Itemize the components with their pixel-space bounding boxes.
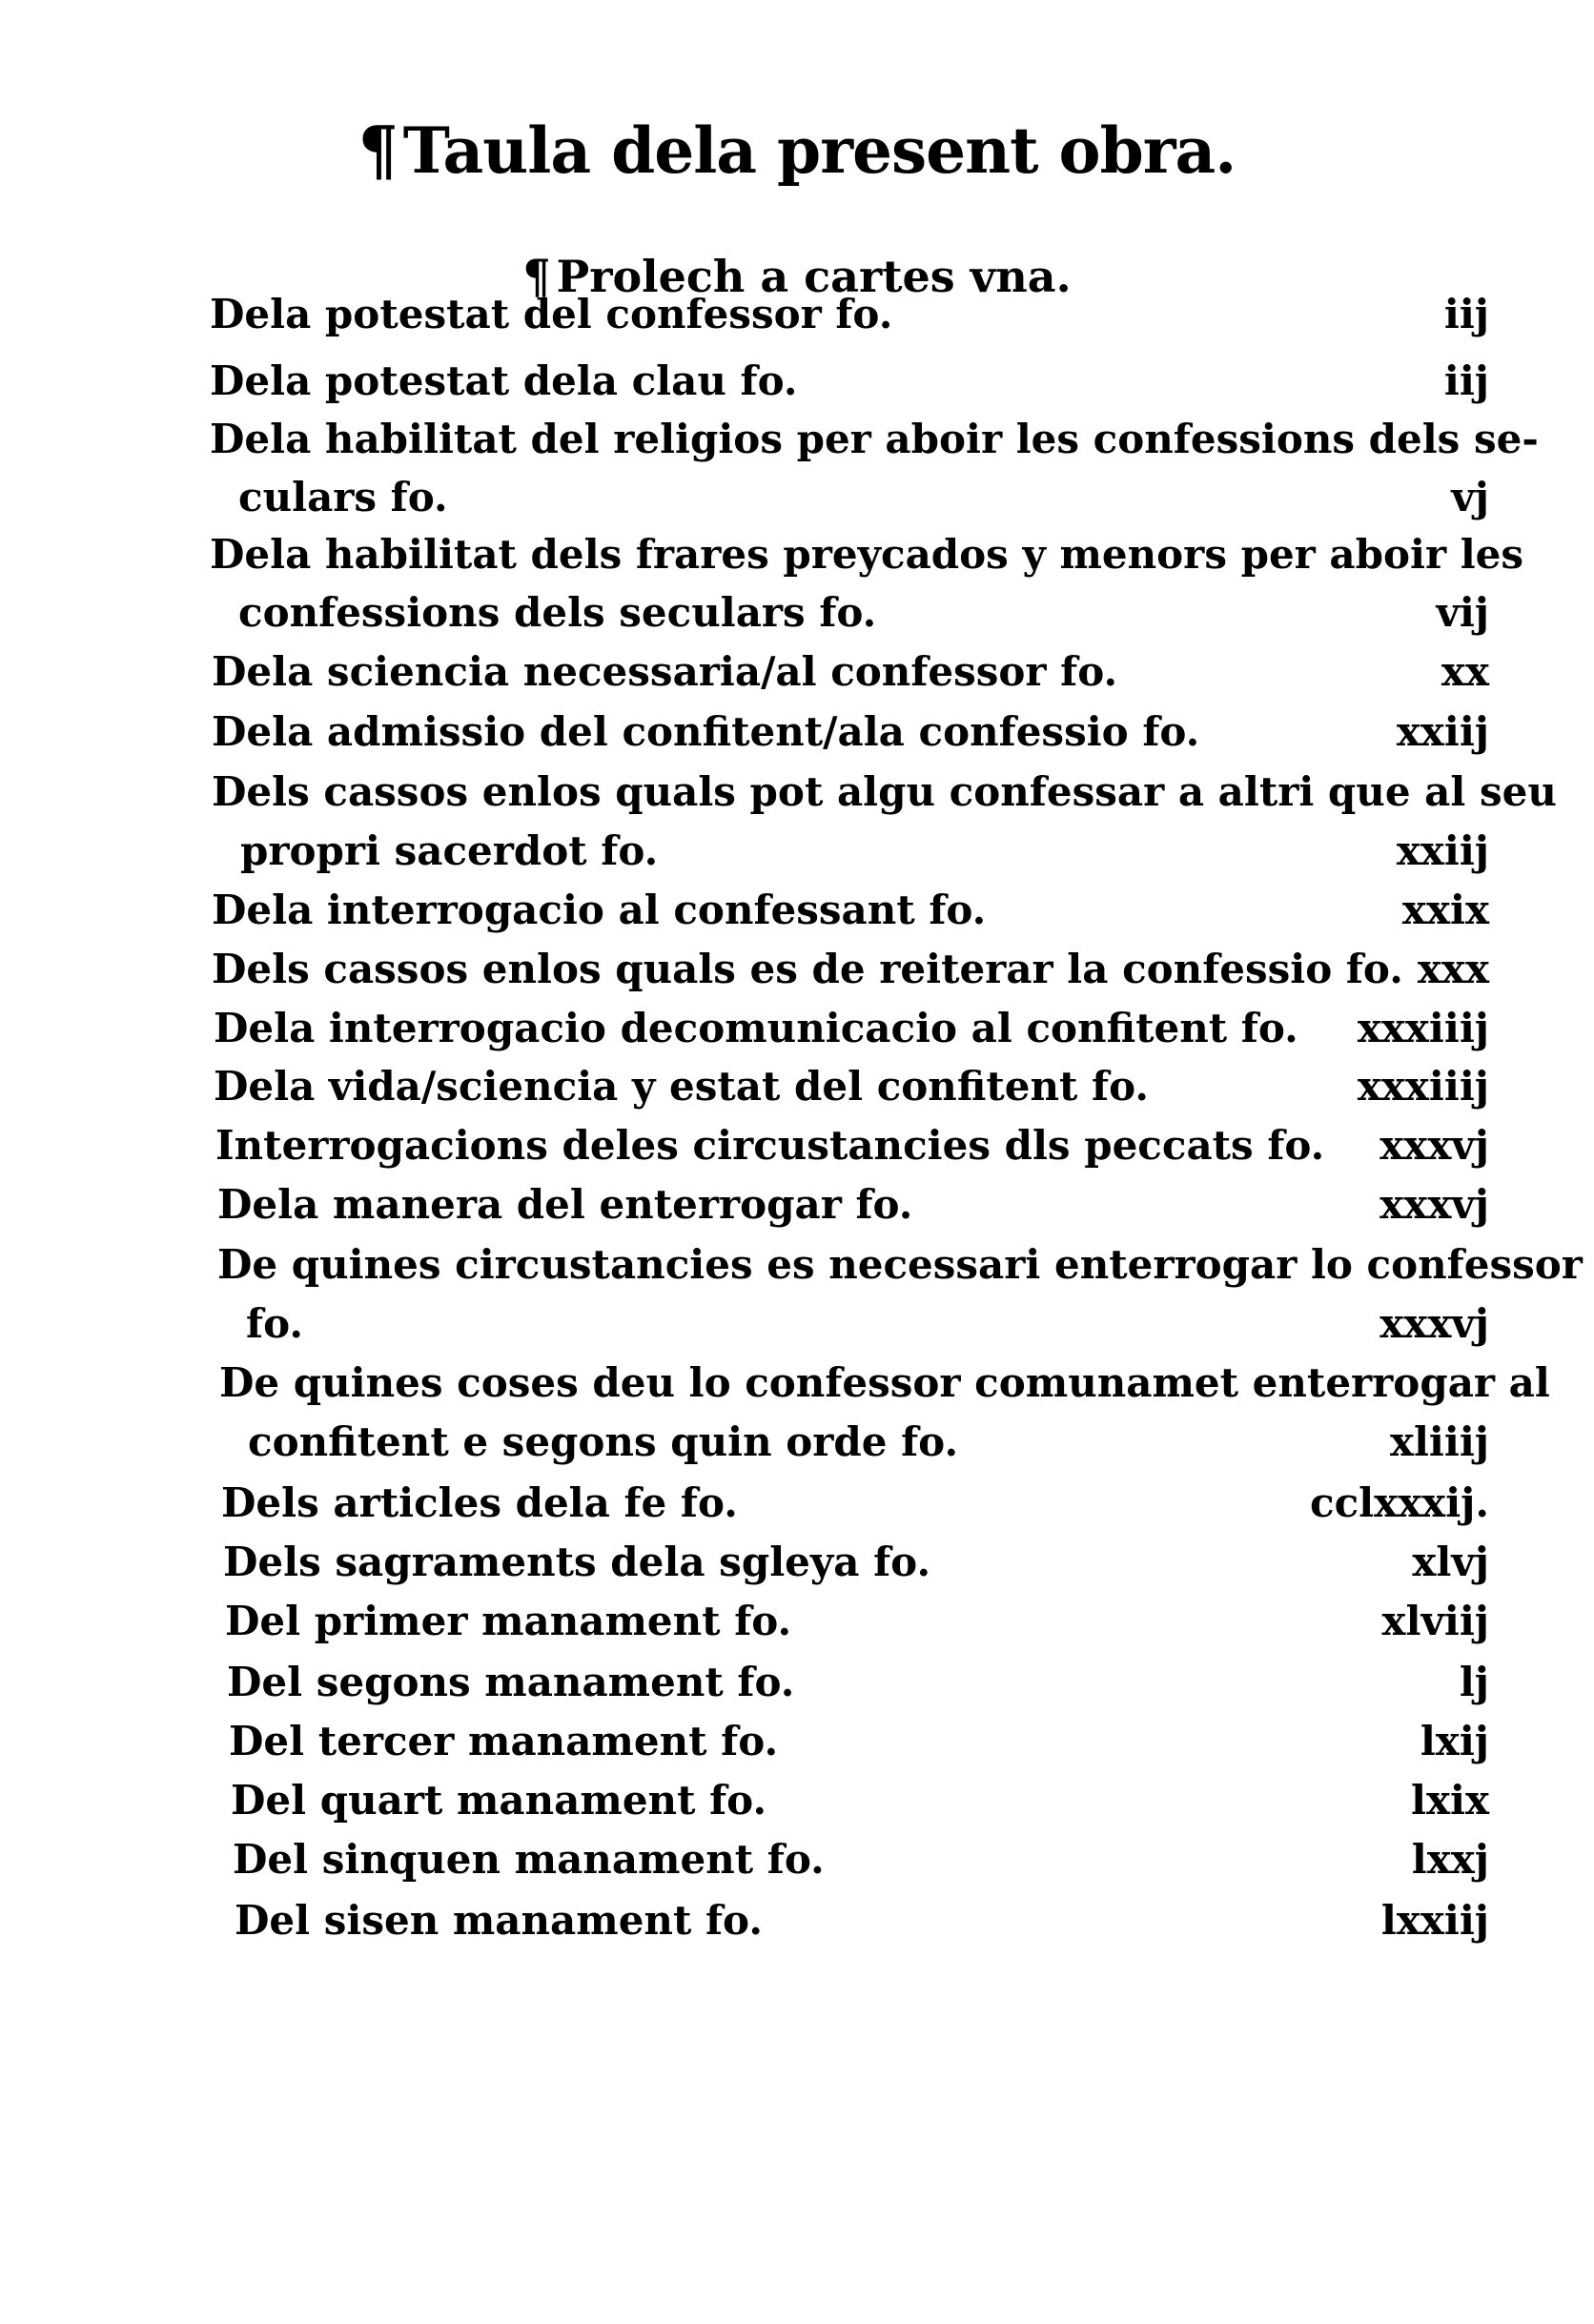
toc-entry-text: Dela habilitat dels frares preycados y menors per aboir les xyxy=(210,531,1524,578)
toc-entry-text: Del sinquen manament fo. xyxy=(233,1836,825,1883)
toc-entry-text: Dela interrogacio al confessant fo. xyxy=(212,887,987,933)
toc-entry-line xyxy=(210,531,1524,579)
toc-entry-line xyxy=(223,1539,1489,1586)
folio-number: cclxxxij. xyxy=(1310,1479,1489,1526)
folio-number: xxiij xyxy=(1396,708,1489,755)
toc-entry-text: Del tercer manament fo. xyxy=(229,1718,779,1764)
folio-number: lxix xyxy=(1411,1777,1489,1824)
toc-entry-line xyxy=(227,1659,1489,1706)
toc-entry-line xyxy=(217,1181,1489,1229)
toc-entry-text: fo. xyxy=(246,1300,303,1347)
toc-entry-line xyxy=(233,1836,1489,1884)
toc-entry-text: Dela sciencia necessaria/al confessor fo. xyxy=(212,648,1118,695)
toc-entry-line xyxy=(214,1005,1489,1052)
folio-number: xxx xyxy=(1417,946,1489,992)
folio-number: lxxiij xyxy=(1380,1897,1489,1944)
toc-entry-text: Del segons manament fo. xyxy=(227,1659,795,1705)
toc-entry-text: Dela vida/sciencia y estat del confitent fo. xyxy=(214,1063,1150,1110)
toc-entry-text: Dela manera del enterrogar fo. xyxy=(217,1181,913,1228)
toc-entry-text: Dels cassos enlos quals es de reiterar la confessio fo. xyxy=(212,946,1403,992)
toc-entry-line xyxy=(212,648,1489,696)
folio-number: iij xyxy=(1443,357,1489,404)
toc-entry-line xyxy=(214,1063,1489,1111)
folio-number: xxxiiij xyxy=(1357,1063,1489,1110)
toc-entry-line xyxy=(229,1718,1489,1765)
folio-number: vj xyxy=(1451,474,1489,520)
toc-entry-line xyxy=(212,946,1489,993)
toc-entry-line xyxy=(231,1777,1489,1825)
toc-entry-text: Dela habilitat del religios per aboir les confessions dels se- xyxy=(210,416,1539,462)
toc-entry-line xyxy=(219,1359,1550,1407)
folio-number: xxxvj xyxy=(1379,1181,1489,1228)
toc-entry-line xyxy=(235,1897,1489,1945)
toc-entry-line xyxy=(212,708,1489,756)
toc-entry-line xyxy=(217,1241,1583,1289)
toc-entry-line xyxy=(212,768,1557,816)
toc-entry-text: confessions dels seculars fo. xyxy=(238,589,877,636)
toc-entry-line xyxy=(225,1598,1489,1645)
toc-entry-text: De quines circustancies es necessari enterrogar lo confessor xyxy=(217,1241,1583,1288)
title-text: Taula dela present obra. xyxy=(402,113,1236,188)
folio-number: xxxvj xyxy=(1379,1300,1489,1347)
folio-number: xxiij xyxy=(1396,827,1489,874)
toc-entry-line xyxy=(210,291,1489,338)
toc-entry-text: Del quart manament fo. xyxy=(231,1777,767,1824)
folio-number: xlvj xyxy=(1412,1539,1489,1585)
toc-entry-line xyxy=(248,1418,1489,1466)
toc-entry-text: Del sisen manament fo. xyxy=(235,1897,763,1944)
folio-number: lxxj xyxy=(1411,1836,1489,1883)
toc-entry-line xyxy=(238,474,1489,521)
folio-number: vij xyxy=(1436,589,1489,636)
toc-entry-text: Dels sagraments dela sgleya fo. xyxy=(223,1539,931,1585)
toc-entry-text: Dels cassos enlos quals pot algu confessar a altri que al seu xyxy=(212,768,1557,815)
toc-entry-line xyxy=(246,1300,1489,1348)
toc-entry-line xyxy=(210,357,1489,405)
toc-entry-text: confitent e segons quin orde fo. xyxy=(248,1418,959,1465)
folio-number: xxix xyxy=(1401,887,1489,933)
toc-entry-line xyxy=(238,589,1489,637)
toc-entry-line xyxy=(240,827,1489,875)
folio-number: xx xyxy=(1441,648,1489,695)
folio-number: xxxvj xyxy=(1379,1122,1489,1169)
prologue-text: Prolech a cartes vna. xyxy=(556,251,1072,302)
toc-entry-text: Interrogacions deles circustancies dls peccats fo. xyxy=(215,1122,1325,1169)
folio-number: lj xyxy=(1459,1659,1489,1705)
folio-number: xxxiiij xyxy=(1357,1005,1489,1051)
toc-entry-text: Dela interrogacio decomunicacio al confitent fo. xyxy=(214,1005,1298,1051)
toc-entry-text: Dela potestat del confessor fo. xyxy=(210,291,893,337)
toc-entry-text: Del primer manament fo. xyxy=(225,1598,792,1644)
toc-entry-text: De quines coses deu lo confessor comunamet enterrogar al xyxy=(219,1359,1550,1406)
folio-number: xlviij xyxy=(1381,1598,1489,1644)
toc-entry-text: Dela admissio del confitent/ala confessio fo. xyxy=(212,708,1200,755)
toc-entry-line xyxy=(221,1479,1489,1527)
pilcrow-icon: ¶ xyxy=(522,249,551,304)
toc-entry-text: propri sacerdot fo. xyxy=(240,827,659,874)
pilcrow-icon: ¶ xyxy=(358,112,398,190)
toc-entry-line xyxy=(210,416,1539,463)
toc-entry-line xyxy=(215,1122,1489,1170)
folio-number: xliiij xyxy=(1389,1418,1489,1465)
toc-entry-line xyxy=(212,887,1489,934)
folio-number: iij xyxy=(1443,291,1489,337)
toc-entry-text: culars fo. xyxy=(238,474,448,520)
toc-entry-text: Dela potestat dela clau fo. xyxy=(210,357,798,404)
toc-entry-text: Dels articles dela fe fo. xyxy=(221,1479,738,1526)
folio-number: lxij xyxy=(1420,1718,1489,1764)
